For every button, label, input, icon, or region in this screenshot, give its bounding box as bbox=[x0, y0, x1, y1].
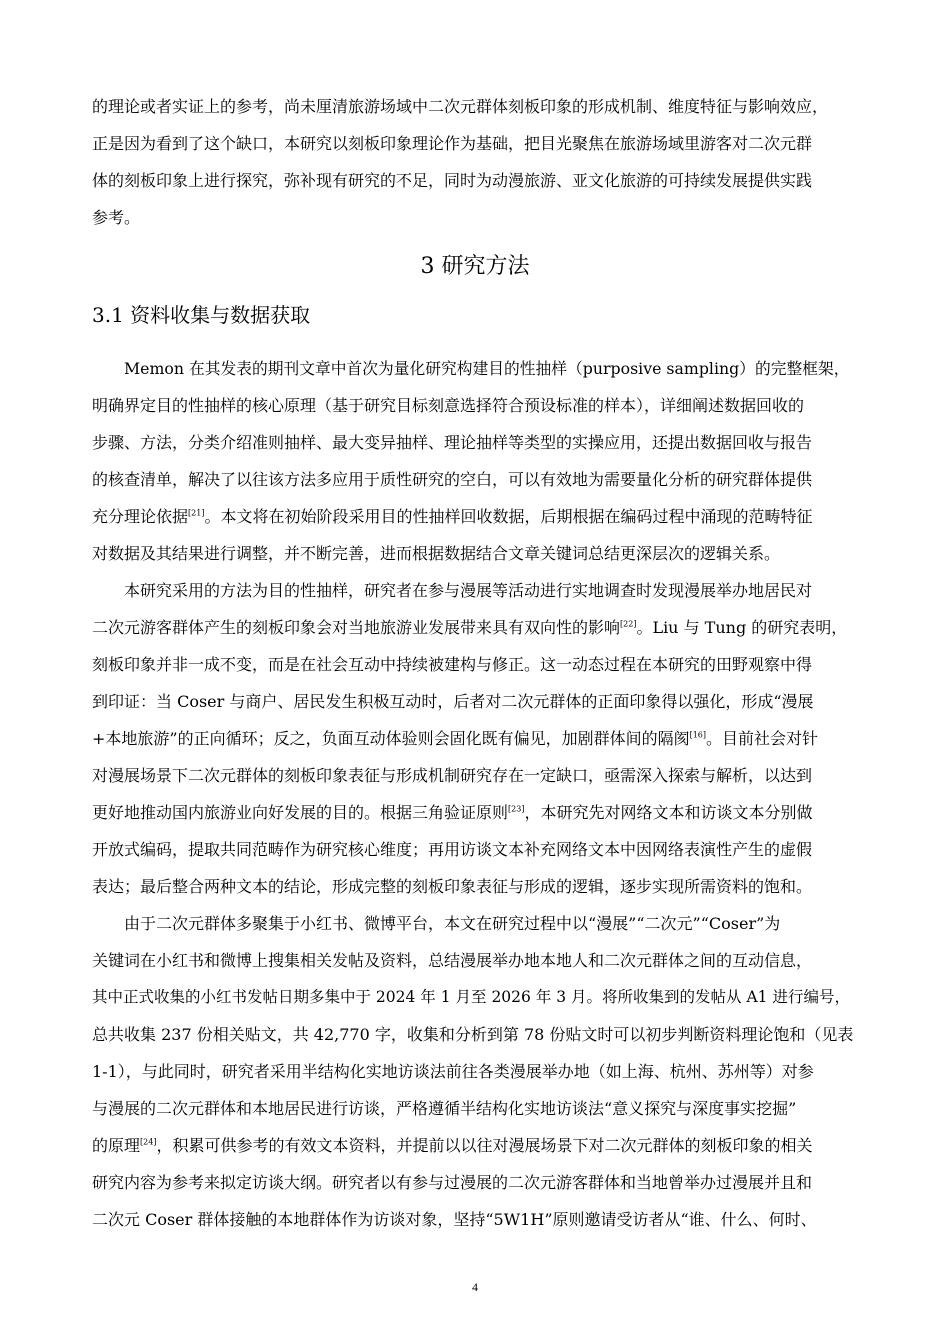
text-line: 步骤、方法，分类介绍准则抽样、最大变异抽样、理论抽样等类型的实操应用，还提出数据回收与报告 bbox=[92, 433, 813, 452]
paragraph bbox=[92, 350, 858, 572]
text-line: 对漫展场景下二次元群体的刻板印象表征与形成机制研究存在一定缺口，亟需深入探索与解析，以达到 bbox=[92, 766, 813, 785]
text-line: 明确界定目的性抽样的核心原理（基于研究目标刻意选择符合预设标准的样本），详细阐述数据回收的 bbox=[92, 396, 805, 415]
text-line: Memon 在其发表的期刊文章中首次为量化研究构建目的性抽样（purposive sampling）的完整框架， bbox=[124, 359, 850, 378]
text-line: +本地旅游”的正向循环；反之，负面互动体验则会固化既有偏见，加剧群体间的隔阂[16]。目前社会对针 bbox=[92, 729, 819, 748]
subsection-title: 3.1 资料收集与数据获取 bbox=[92, 303, 311, 327]
citation: [24] bbox=[140, 1137, 157, 1147]
text-line: 对数据及其结果进行调整，并不断完善，进而根据数据结合文章关键词总结更深层次的逻辑关系。 bbox=[92, 544, 781, 563]
text-line: 开放式编码，提取共同范畴作为研究核心维度；再用访谈文本补充网络文本中因网络表演性产生的虚假 bbox=[92, 840, 813, 859]
text-line: 由于二次元群体多聚集于小红书、微博平台，本文在研究过程中以“漫展”“二次元”“Coser”为 bbox=[124, 914, 781, 933]
text-line: 表达；最后整合两种文本的结论，形成完整的刻板印象表征与形成的逻辑，逐步实现所需资料的饱和。 bbox=[92, 877, 813, 896]
text-line: 的核查清单，解决了以往该方法多应用于质性研究的空白，可以有效地为需要量化分析的研究群体提供 bbox=[92, 470, 813, 489]
citation: [21] bbox=[188, 508, 205, 518]
section-title: 3 研究方法 bbox=[420, 254, 530, 279]
paragraph bbox=[92, 572, 858, 905]
page-number: 4 bbox=[472, 1280, 478, 1294]
text-line: 体的刻板印象上进行探究，弥补现有研究的不足，同时为动漫旅游、亚文化旅游的可持续发展提供实践 bbox=[92, 171, 813, 190]
citation: [16] bbox=[689, 730, 707, 740]
text-line: 到印证：当 Coser 与商户、居民发生积极互动时，后者对二次元群体的正面印象得以强化，形成“漫展 bbox=[92, 692, 814, 711]
text-line: 的理论或者实证上的参考，尚未厘清旅游场域中二次元群体刻板印象的形成机制、维度特征与影响效应， bbox=[92, 97, 829, 116]
text-line: 本研究采用的方法为目的性抽样，研究者在参与漫展等活动进行实地调查时发现漫展举办地居民对 bbox=[124, 581, 813, 600]
text-line: 与漫展的二次元群体和本地居民进行访谈，严格遵循半结构化实地访谈法“意义探究与深度事实挖掘” bbox=[92, 1099, 797, 1118]
text-line: 二次元 Coser 群体接触的本地群体作为访谈对象，坚持“5W1H”原则邀请受访者从“谁、什么、何时、 bbox=[92, 1210, 817, 1229]
text-line: 研究内容为参考来拟定访谈大纲。研究者以有参与过漫展的二次元游客群体和当地曾举办过漫展并且和 bbox=[92, 1173, 813, 1192]
paragraph bbox=[92, 905, 858, 1238]
text-line: 1-1），与此同时，研究者采用半结构化实地访谈法前往各类漫展举办地（如上海、杭州、苏州等）对参 bbox=[92, 1062, 814, 1081]
text-line: 更好地推动国内旅游业向好发展的目的。根据三角验证原则[23]，本研究先对网络文本和访谈文本分别做 bbox=[92, 803, 813, 822]
text-line: 关键词在小红书和微博上搜集相关发帖及资料，总结漫展举办地本地人和二次元群体之间的互动信息， bbox=[92, 951, 813, 970]
text-line: 总共收集 237 份相关贴文，共 42,770 字，收集和分析到第 78 份贴文时可以初步判断资料理论饱和（见表 bbox=[92, 1025, 854, 1044]
text-line: 二次元游客群体产生的刻板印象会对当地旅游业发展带来具有双向性的影响[22]。Liu 与 Tung 的研究表明， bbox=[92, 618, 848, 637]
text-line: 其中正式收集的小红书发帖日期多集中于 2024 年 1 月至 2026 年 3 月。将所收集到的发帖从 A1 进行编号， bbox=[92, 988, 850, 1006]
citation: [23] bbox=[508, 804, 525, 814]
text-line: 参考。 bbox=[92, 208, 141, 227]
text-line: 的原理[24]，积累可供参考的有效文本资料，并提前以以往对漫展场景下对二次元群体的刻板印象的相关 bbox=[92, 1136, 813, 1155]
citation: [22] bbox=[620, 619, 637, 629]
page-body bbox=[92, 88, 858, 1238]
text-line: 刻板印象并非一成不变，而是在社会互动中持续被建构与修正。这一动态过程在本研究的田野观察中得 bbox=[92, 655, 813, 674]
text-line: 充分理论依据[21]。本文将在初始阶段采用目的性抽样回收数据，后期根据在编码过程中涌现的范畴特征 bbox=[92, 507, 813, 526]
text-line: 正是因为看到了这个缺口，本研究以刻板印象理论作为基础，把目光聚焦在旅游场域里游客对二次元群 bbox=[92, 134, 813, 153]
